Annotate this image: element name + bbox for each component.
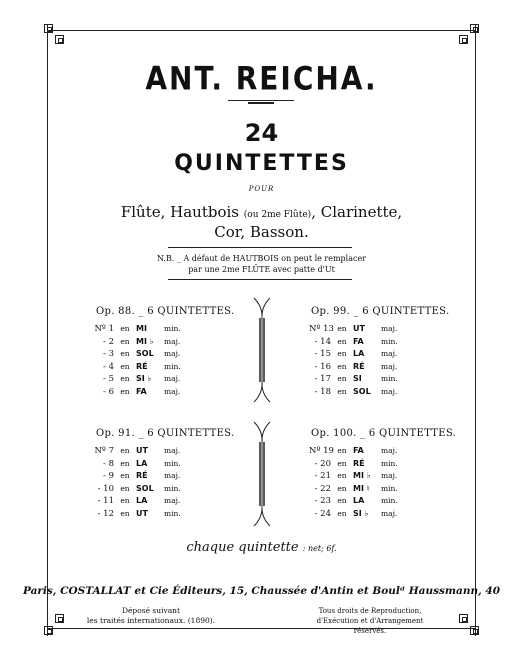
entry-key: SI [353, 374, 362, 384]
entry-en: en [337, 361, 347, 371]
entry-en: en [120, 509, 130, 518]
entry-en: en [337, 458, 347, 468]
entry-key: MI ♭ [136, 336, 154, 346]
rights-line-2: d'Exécution et d'Arrangement réservés. [316, 617, 424, 635]
entry-mode: maj. [381, 471, 398, 481]
entry-mode: min. [164, 509, 181, 518]
quintette-entry [309, 387, 405, 397]
quintette-entry [92, 471, 188, 481]
opus-header: Op. 88. _ 6 QUINTETTES. [96, 306, 235, 317]
entry-number: - 3 [103, 349, 114, 360]
entry-number: - 5 [103, 374, 114, 385]
entry-number: - 17 [314, 374, 331, 385]
entry-en: en [337, 387, 347, 396]
entry-mode: min. [164, 324, 181, 333]
entry-en: en [120, 336, 130, 346]
nota-bene-line-1: N.B. _ A défaut de HAUTBOIS on peut le remplacer [156, 254, 367, 263]
entry-en: en [120, 324, 130, 333]
opus-header: Op. 99. _ 6 QUINTETTES. [311, 306, 450, 317]
entry-number: - 10 [97, 483, 114, 494]
entry-number: - 20 [314, 458, 331, 469]
entry-mode: maj. [164, 374, 181, 384]
nota-bene-line-2: par une 2me FLÛTE avec patte d'Ut [188, 265, 335, 274]
nota-bene [0, 253, 523, 275]
entry-en: en [120, 471, 130, 481]
entry-key: SI ♭ [136, 374, 152, 384]
entry-mode: maj. [164, 387, 181, 396]
entry-mode: min. [381, 336, 398, 346]
entry-mode: maj. [381, 349, 398, 359]
quintette-entry [92, 459, 188, 469]
entry-key: LA [353, 349, 365, 359]
price-line [0, 540, 523, 555]
title-divider-thick [248, 102, 274, 104]
entry-key: RÉ [136, 361, 148, 371]
entry-number: Nº 1 [94, 324, 114, 334]
entry-number: - 15 [314, 349, 331, 360]
quintette-entry [92, 324, 188, 334]
entry-number: - 14 [314, 336, 331, 347]
entry-number: - 23 [314, 496, 331, 507]
corner-ornament-bottom-right-inner [459, 614, 468, 623]
instruments-clarinet: , Clarinette, [311, 203, 403, 221]
entry-en: en [120, 483, 130, 493]
entry-number: - 8 [103, 458, 114, 469]
entry-number: - 18 [314, 387, 331, 397]
entry-key: LA [353, 496, 365, 506]
quintette-entry [309, 471, 405, 481]
corner-ornament-bottom-left [44, 626, 53, 635]
entry-number: - 2 [103, 336, 114, 347]
entry-key: FA [353, 336, 364, 346]
instruments-primary: Flûte, Hautbois [120, 203, 239, 221]
deposit-notice [86, 606, 216, 626]
entry-key: SOL [353, 387, 371, 396]
quintette-count: 24 [244, 119, 279, 147]
entry-mode: maj. [164, 446, 181, 455]
entry-en: en [120, 496, 130, 506]
entry-mode: min. [381, 458, 398, 468]
instruments-line-1 [0, 203, 523, 221]
publisher-imprint: Paris, COSTALLAT et Cie Éditeurs, 15, Chaussée d'Antin et Boulᵈ Haussmann, 40 [22, 585, 501, 597]
quintette-entry [92, 362, 188, 372]
rights-line-1: Tous droits de Reproduction, [318, 607, 422, 615]
entry-mode: min. [164, 361, 181, 371]
entry-key: SI ♭ [353, 509, 369, 518]
instruments-alternative: (ou 2me Flûte) [243, 210, 312, 220]
quintette-entry [92, 509, 188, 519]
entry-key: MI ♭ [353, 471, 371, 481]
corner-ornament-top-right [470, 24, 479, 33]
entry-en: en [120, 374, 130, 384]
entry-key: FA [136, 387, 147, 396]
work-title: QUINTETTES [174, 151, 349, 176]
entry-number: - 24 [314, 509, 331, 519]
entry-number: - 21 [314, 471, 331, 482]
entry-mode: maj. [164, 471, 181, 481]
note-rule-bottom [168, 279, 352, 280]
quintette-entry [309, 459, 405, 469]
entry-en: en [337, 446, 347, 455]
entry-number: - 11 [97, 496, 114, 507]
entry-number: Nº 19 [309, 446, 334, 456]
entry-en: en [120, 446, 130, 455]
quintette-entry [309, 349, 405, 359]
entry-en: en [337, 349, 347, 359]
corner-ornament-top-left-inner [55, 35, 64, 44]
entry-key: MI ♮ [353, 483, 370, 493]
quintette-entry [309, 374, 405, 384]
entry-mode: min. [164, 483, 181, 493]
quintette-entry [309, 324, 405, 334]
entry-en: en [337, 336, 347, 346]
opus-header: Op. 91. _ 6 QUINTETTES. [96, 428, 235, 439]
quintette-entry [309, 484, 405, 494]
entry-mode: maj. [381, 324, 398, 333]
quintette-entry [309, 446, 405, 456]
entry-en: en [120, 458, 130, 468]
entry-key: RÉ [136, 471, 148, 481]
quintette-entry [309, 496, 405, 506]
entry-key: LA [136, 496, 148, 506]
instruments-line-2: Cor, Basson. [214, 223, 309, 241]
entry-key: LA [136, 458, 148, 468]
entry-en: en [337, 483, 347, 493]
entry-en: en [120, 361, 130, 371]
entry-mode: maj. [164, 349, 181, 359]
entry-mode: maj. [381, 509, 398, 518]
entry-mode: min. [381, 483, 398, 493]
quintette-entry [92, 484, 188, 494]
price-label: chaque quintette [186, 540, 299, 555]
entry-key: FA [353, 446, 364, 455]
entry-key: SOL [136, 349, 154, 359]
entry-key: MI [136, 324, 147, 333]
corner-ornament-top-left [44, 24, 53, 33]
entry-key: UT [136, 446, 148, 455]
corner-ornament-bottom-left-inner [55, 614, 64, 623]
entry-number: Nº 13 [309, 324, 334, 334]
deposit-line-1: Déposé suivant [121, 606, 181, 615]
quintette-entry [309, 337, 405, 347]
quintette-entry [92, 374, 188, 384]
quintette-entry [92, 349, 188, 359]
entry-number: - 22 [314, 483, 331, 494]
entry-number: Nº 7 [94, 446, 114, 456]
entry-en: en [120, 349, 130, 359]
entry-key: RÉ [353, 458, 365, 468]
entry-mode: maj. [381, 446, 398, 455]
entry-key: UT [136, 509, 148, 518]
title-divider [228, 100, 294, 101]
entry-key: UT [353, 324, 365, 333]
composer-name: ANT. REICHA. [145, 59, 378, 98]
ornament-separator-lower [248, 420, 276, 528]
price-value: : net; 6f. [302, 544, 337, 553]
deposit-line-2: les traités internationaux. (1890). [86, 616, 216, 625]
entry-number: - 4 [103, 361, 114, 372]
entry-number: - 6 [103, 387, 114, 397]
corner-ornament-bottom-right [470, 626, 479, 635]
quintette-entry [92, 387, 188, 397]
frame-top-border [47, 30, 476, 31]
entry-mode: maj. [164, 336, 181, 346]
entry-mode: min. [164, 458, 181, 468]
rights-notice [300, 606, 440, 636]
quintette-entry [92, 446, 188, 456]
entry-en: en [337, 324, 347, 333]
quintette-entry [309, 362, 405, 372]
corner-ornament-top-right-inner [459, 35, 468, 44]
entry-en: en [337, 509, 347, 518]
entry-en: en [337, 374, 347, 384]
entry-mode: min. [381, 374, 398, 384]
entry-mode: min. [381, 496, 398, 506]
quintette-entry [92, 496, 188, 506]
entry-mode: maj. [381, 387, 398, 396]
entry-key: RÉ [353, 361, 365, 371]
quintette-entry [309, 509, 405, 519]
entry-en: en [120, 387, 130, 396]
entry-mode: maj. [381, 361, 398, 371]
ornament-separator-upper [248, 296, 276, 404]
entry-number: - 9 [103, 471, 114, 482]
entry-mode: maj. [164, 496, 181, 506]
entry-number: - 12 [97, 509, 114, 519]
entry-en: en [337, 471, 347, 481]
opus-header: Op. 100. _ 6 QUINTETTES. [311, 428, 457, 439]
entry-key: SOL [136, 483, 154, 493]
note-rule-top [168, 247, 352, 248]
quintette-entry [92, 337, 188, 347]
entry-en: en [337, 496, 347, 506]
pour-label: POUR [248, 185, 275, 193]
entry-number: - 16 [314, 361, 331, 372]
